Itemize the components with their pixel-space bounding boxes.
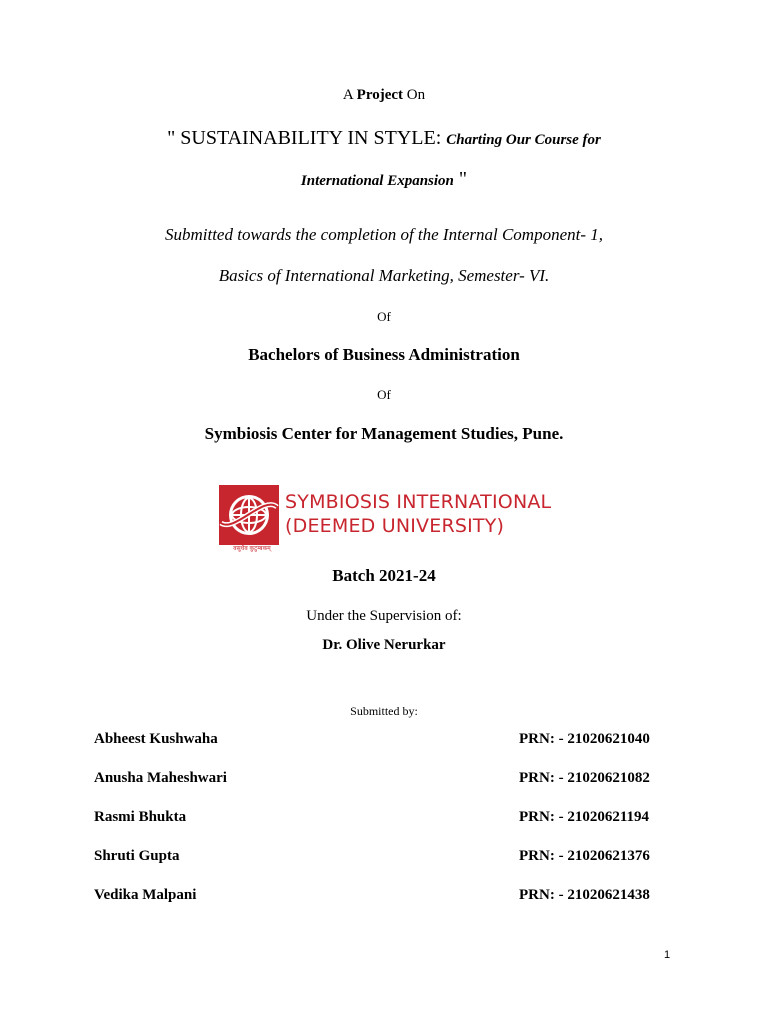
of-label-2: Of: [377, 387, 391, 402]
title-main: SUSTAINABILITY IN STYLE:: [175, 127, 447, 149]
title-close-quote: ": [453, 168, 468, 190]
member-prn: PRN: - 21020621040: [519, 731, 650, 747]
institute-name: Symbiosis Center for Management Studies, Pune.: [204, 424, 564, 443]
logo-text-line-2: (DEEMED UNIVERSITY): [285, 515, 505, 537]
title-line-2: [0, 168, 768, 191]
member-prn: PRN: - 21020621194: [519, 809, 649, 825]
member-row: [94, 731, 694, 753]
submission-line-1: Submitted towards the completion of the Internal Component- 1,: [164, 225, 603, 244]
batch-label: Batch 2021-24: [332, 566, 436, 585]
project-heading-project: Project: [356, 87, 404, 103]
logo-motto: वसुधैव कुटुम्बकम्: [233, 545, 271, 552]
submitted-by-label: Submitted by:: [350, 704, 418, 718]
member-name: Anusha Maheshwari: [94, 770, 227, 786]
member-name: Rasmi Bhukta: [94, 809, 187, 825]
title-subtitle-part1: Charting Our Course for: [446, 132, 601, 148]
project-heading: [0, 87, 768, 104]
page-number: 1: [664, 949, 671, 961]
of-label-1: Of: [377, 309, 391, 324]
degree-name: Bachelors of Business Administration: [248, 345, 520, 364]
title-line-1: [0, 127, 768, 150]
logo-text-line-1: SYMBIOSIS INTERNATIONAL: [285, 491, 552, 513]
member-prn: PRN: - 21020621376: [519, 848, 650, 864]
member-row: [94, 809, 694, 831]
member-prn: PRN: - 21020621082: [519, 770, 650, 786]
member-row: [94, 887, 694, 909]
project-heading-post: On: [403, 87, 426, 103]
submission-line-2: Basics of International Marketing, Semester- VI.: [218, 266, 550, 285]
member-row: [94, 770, 694, 792]
member-name: Abheest Kushwaha: [94, 731, 218, 747]
university-logo: [219, 485, 579, 557]
member-name: Shruti Gupta: [94, 848, 180, 864]
symbiosis-emblem-icon: [219, 485, 279, 545]
title-open-quote: ": [167, 127, 176, 149]
member-row: [94, 848, 694, 870]
supervisor-name: Dr. Olive Nerurkar: [322, 637, 446, 653]
member-name: Vedika Malpani: [94, 887, 197, 903]
supervision-label: Under the Supervision of:: [306, 608, 462, 624]
member-prn: PRN: - 21020621438: [519, 887, 650, 903]
title-subtitle-part2: International Expansion: [300, 173, 454, 189]
project-heading-pre: A: [342, 87, 357, 103]
